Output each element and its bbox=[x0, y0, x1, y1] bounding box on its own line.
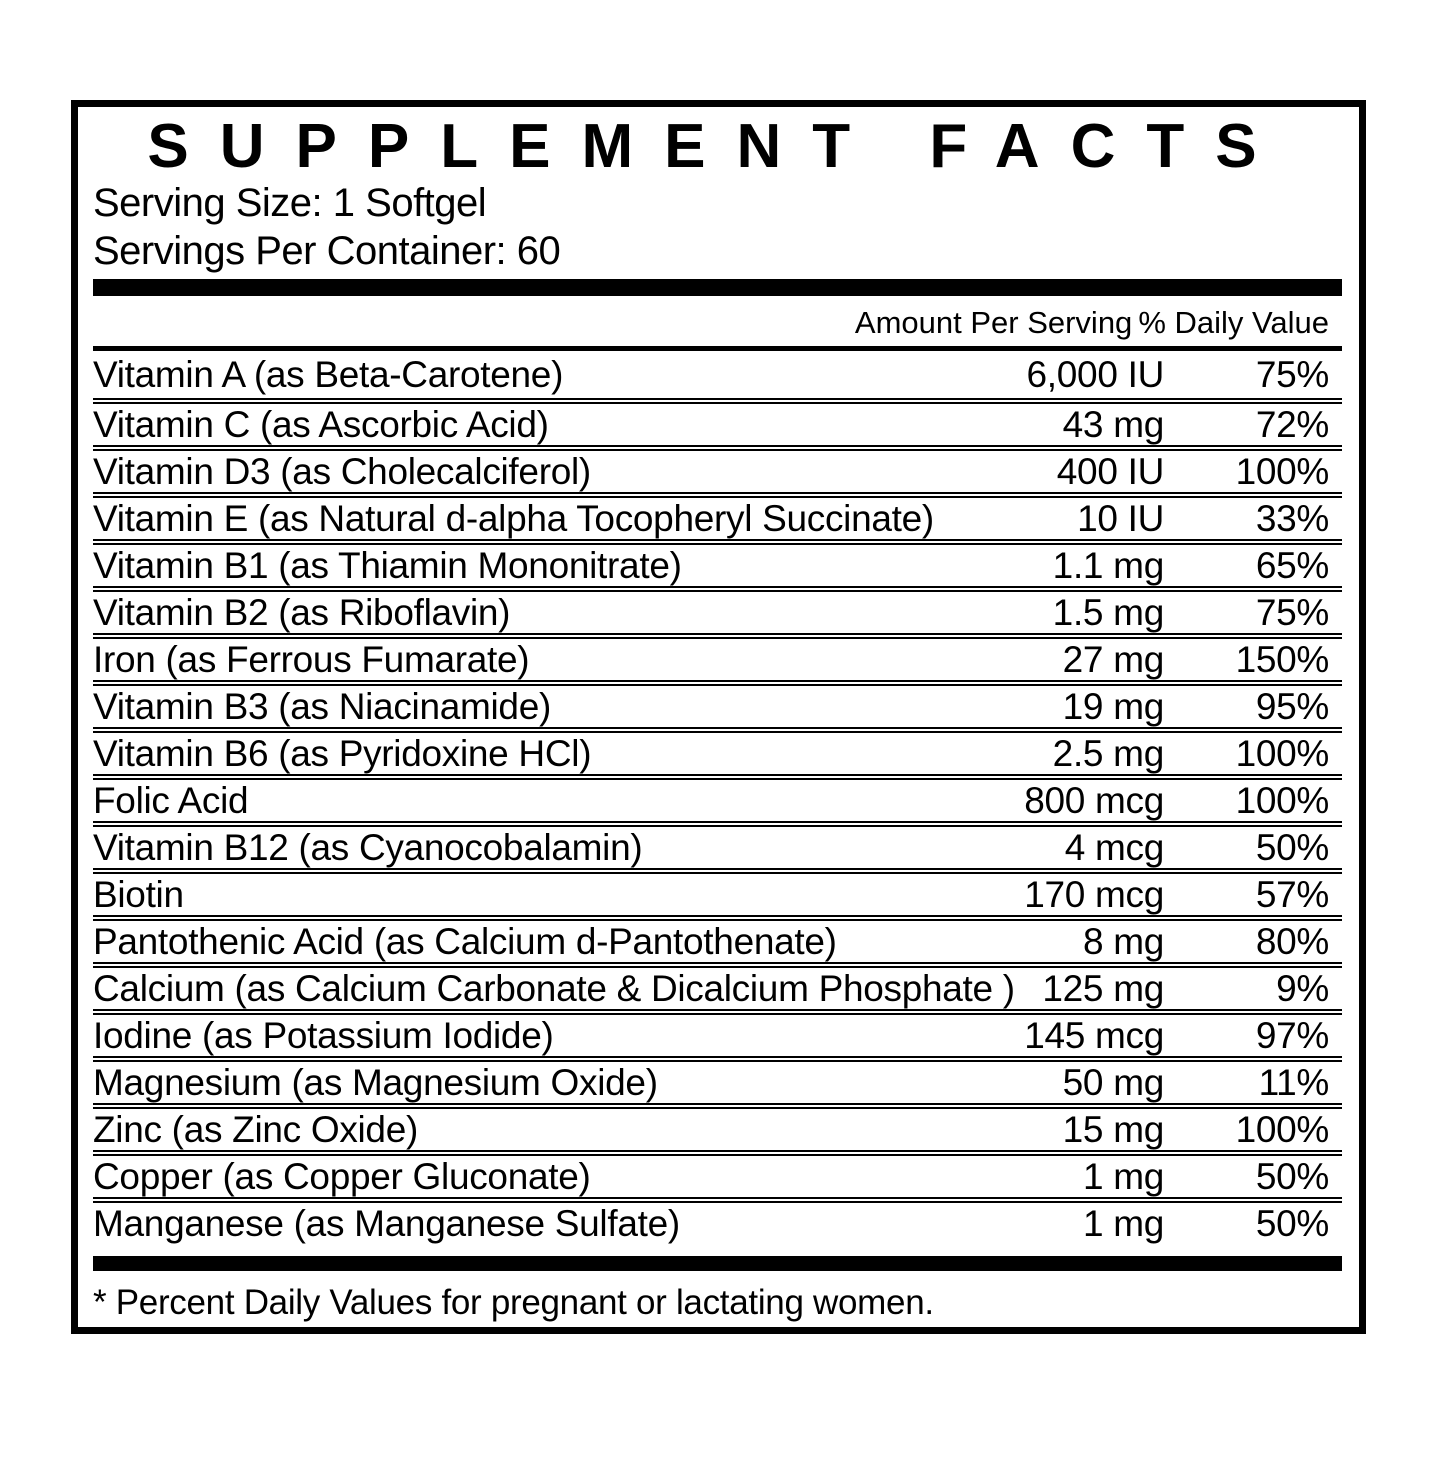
ingredient-name: Vitamin B3 (as Niacinamide) bbox=[93, 685, 552, 727]
table-row bbox=[93, 962, 1342, 1009]
ingredient-dv: 50% bbox=[1255, 1155, 1329, 1197]
ingredient-name: Manganese (as Manganese Sulfate) bbox=[93, 1202, 680, 1244]
column-headers bbox=[93, 300, 1342, 346]
ingredient-dv: 150% bbox=[1235, 638, 1329, 680]
daily-value-header: % Daily Value bbox=[1138, 305, 1329, 340]
ingredient-dv: 50% bbox=[1255, 1202, 1329, 1244]
table-row bbox=[93, 1197, 1342, 1244]
ingredient-dv: 80% bbox=[1255, 920, 1329, 962]
ingredient-amount: 10 IU bbox=[1077, 497, 1164, 539]
ingredient-dv: 9% bbox=[1276, 967, 1329, 1009]
table-row bbox=[93, 1009, 1342, 1056]
ingredient-name: Calcium (as Calcium Carbonate & Dicalcium Phosphate ) bbox=[93, 967, 1015, 1009]
supplement-facts-label bbox=[71, 100, 1366, 1334]
table-row bbox=[93, 821, 1342, 868]
ingredient-name: Zinc (as Zinc Oxide) bbox=[93, 1108, 419, 1150]
amount-per-serving-header: Amount Per Serving bbox=[854, 305, 1133, 340]
ingredient-dv: 100% bbox=[1235, 779, 1329, 821]
ingredient-amount: 125 mg bbox=[1042, 967, 1164, 1009]
table-row bbox=[93, 1150, 1342, 1197]
table-row bbox=[93, 680, 1342, 727]
ingredient-dv: 72% bbox=[1255, 403, 1329, 445]
ingredient-dv: 65% bbox=[1255, 544, 1329, 586]
table-row bbox=[93, 633, 1342, 680]
table-row bbox=[93, 915, 1342, 962]
ingredient-name: Folic Acid bbox=[93, 779, 249, 821]
facts-table bbox=[93, 351, 1342, 1244]
ingredient-name: Vitamin B6 (as Pyridoxine HCl) bbox=[93, 732, 592, 774]
ingredient-dv: 75% bbox=[1255, 353, 1329, 395]
ingredient-name: Vitamin D3 (as Cholecalciferol) bbox=[93, 450, 591, 492]
footnote: * Percent Daily Values for pregnant or lactating women. bbox=[93, 1283, 934, 1322]
ingredient-dv: 97% bbox=[1255, 1014, 1329, 1056]
ingredient-dv: 100% bbox=[1235, 450, 1329, 492]
table-row bbox=[93, 445, 1342, 492]
table-row bbox=[93, 351, 1342, 398]
ingredient-amount: 1 mg bbox=[1082, 1202, 1164, 1244]
ingredient-amount: 145 mcg bbox=[1024, 1014, 1164, 1056]
ingredient-dv: 100% bbox=[1235, 1108, 1329, 1150]
table-row bbox=[93, 586, 1342, 633]
ingredient-amount: 19 mg bbox=[1062, 685, 1164, 727]
ingredient-amount: 15 mg bbox=[1062, 1108, 1164, 1150]
ingredient-name: Vitamin B1 (as Thiamin Mononitrate) bbox=[93, 544, 682, 586]
ingredient-name: Biotin bbox=[93, 873, 184, 915]
ingredient-amount: 6,000 IU bbox=[1026, 353, 1164, 395]
ingredient-name: Iodine (as Potassium Iodide) bbox=[93, 1014, 554, 1056]
ingredient-amount: 43 mg bbox=[1062, 403, 1164, 445]
serving-size: Serving Size: 1 Softgel bbox=[93, 181, 487, 225]
ingredient-amount: 2.5 mg bbox=[1052, 732, 1164, 774]
ingredient-name: Copper (as Copper Gluconate) bbox=[93, 1155, 591, 1197]
ingredient-dv: 50% bbox=[1255, 826, 1329, 868]
ingredient-amount: 800 mcg bbox=[1024, 779, 1164, 821]
table-row bbox=[93, 1103, 1342, 1150]
ingredient-name: Vitamin C (as Ascorbic Acid) bbox=[93, 403, 549, 445]
table-row bbox=[93, 492, 1342, 539]
ingredient-name: Vitamin E (as Natural d-alpha Tocopheryl Succinate) bbox=[93, 497, 934, 539]
table-row bbox=[93, 868, 1342, 915]
table-row bbox=[93, 774, 1342, 821]
divider-bar-bottom bbox=[93, 1256, 1342, 1271]
ingredient-name: Pantothenic Acid (as Calcium d-Pantothenate) bbox=[93, 920, 837, 962]
table-row bbox=[93, 727, 1342, 774]
ingredient-name: Magnesium (as Magnesium Oxide) bbox=[93, 1061, 658, 1103]
ingredient-amount: 8 mg bbox=[1082, 920, 1164, 962]
ingredient-name: Vitamin B2 (as Riboflavin) bbox=[93, 591, 511, 633]
ingredient-dv: 75% bbox=[1255, 591, 1329, 633]
table-row bbox=[93, 398, 1342, 445]
ingredient-dv: 33% bbox=[1255, 497, 1329, 539]
table-row bbox=[93, 539, 1342, 586]
ingredient-dv: 100% bbox=[1235, 732, 1329, 774]
ingredient-amount: 1.5 mg bbox=[1052, 591, 1164, 633]
ingredient-dv: 57% bbox=[1255, 873, 1329, 915]
table-row bbox=[93, 1056, 1342, 1103]
ingredient-amount: 400 IU bbox=[1056, 450, 1164, 492]
ingredient-dv: 95% bbox=[1255, 685, 1329, 727]
ingredient-dv: 11% bbox=[1258, 1061, 1329, 1103]
ingredient-name: Vitamin A (as Beta-Carotene) bbox=[93, 353, 564, 395]
ingredient-amount: 1 mg bbox=[1082, 1155, 1164, 1197]
label-inner bbox=[78, 112, 1359, 1335]
label-title: SUPPLEMENT FACTS bbox=[147, 112, 1288, 181]
divider-bar-top bbox=[93, 279, 1342, 296]
servings-per-container: Servings Per Container: 60 bbox=[93, 229, 561, 273]
ingredient-name: Iron (as Ferrous Fumarate) bbox=[93, 638, 530, 680]
ingredient-amount: 27 mg bbox=[1062, 638, 1164, 680]
ingredient-amount: 4 mcg bbox=[1064, 826, 1164, 868]
ingredient-name: Vitamin B12 (as Cyanocobalamin) bbox=[93, 826, 643, 868]
ingredient-amount: 170 mcg bbox=[1024, 873, 1164, 915]
ingredient-amount: 50 mg bbox=[1062, 1061, 1164, 1103]
ingredient-amount: 1.1 mg bbox=[1052, 544, 1164, 586]
